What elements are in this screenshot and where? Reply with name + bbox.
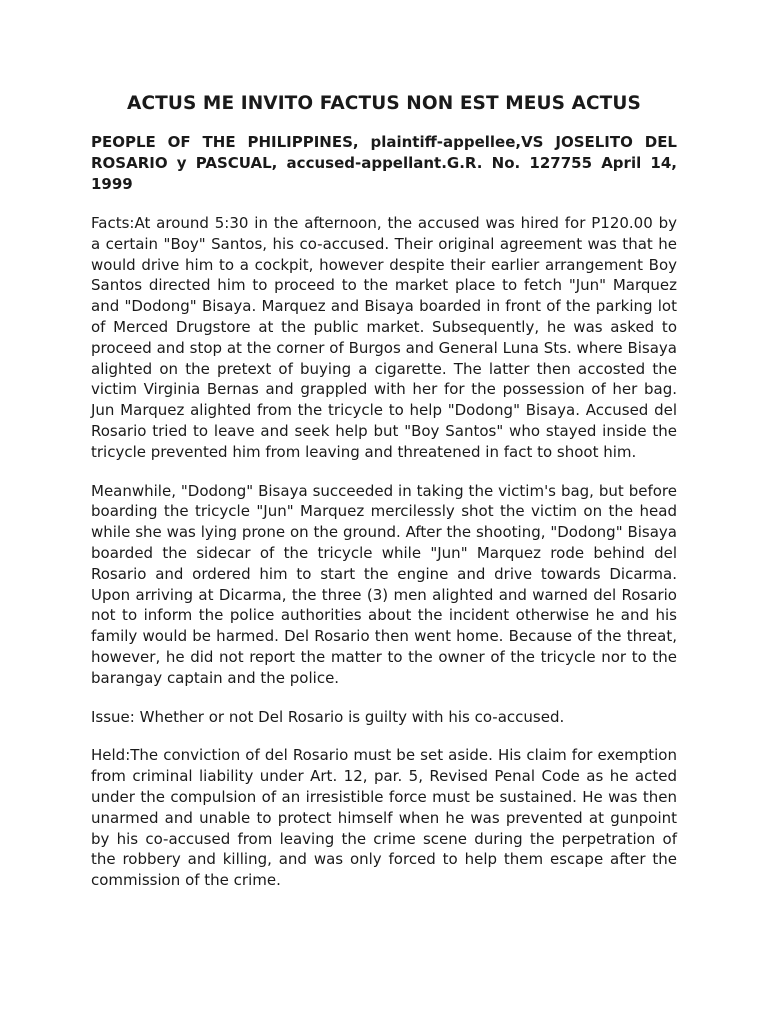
issue-paragraph: Issue: Whether or not Del Rosario is guilty with his co-accused.	[91, 707, 565, 726]
held-paragraph: Held:The conviction of del Rosario must be set aside. His claim for exemption from criminal liability under Art. 12, par. 5, Revised Penal Code as he acted under the compulsion of an irresistible force must be sustained. He was then unarmed and unable to protect himself when he was prevented at gunpoint by his co-accused from leaving the crime scene during the perpetration of the robbery and killing, and was only forced to help them escape after the commission of the crime.	[91, 746, 677, 890]
case-heading: PEOPLE OF THE PHILIPPINES, plaintiff-appellee,VS JOSELITO DEL ROSARIO y PASCUAL, accused-appellant.G.R. No. 127755 April 14, 1999	[91, 133, 677, 193]
document-title: ACTUS ME INVITO FACTUS NON EST MEUS ACTUS	[127, 93, 641, 114]
facts-continued-paragraph: Meanwhile, "Dodong" Bisaya succeeded in taking the victim's bag, but before boarding the tricycle "Jun" Marquez mercilessly shot the victim on the head while she was lying prone on the ground. After the shooting, "Dodong" Bisaya boarded the sidecar of the tricycle while "Jun" Marquez rode behind del Rosario and ordered him to start the engine and drive towards Dicarma. Upon arriving at Dicarma, the three (3) men alighted and warned del Rosario not to inform the police authorities about the incident otherwise he and his family would be harmed. Del Rosario then went home. Because of the threat, however, he did not report the matter to the owner of the tricycle nor to the barangay captain and the police.	[91, 481, 677, 687]
facts-paragraph: Facts:At around 5:30 in the afternoon, the accused was hired for P120.00 by a certain "Boy" Santos, his co-accused. Their original agreement was that he would drive him to a cockpit, however despite their earlier arrangement Boy Santos directed him to proceed to the market place to fetch "Jun" Marquez and "Dodong" Bisaya. Marquez and Bisaya boarded in front of the parking lot of Merced Drugstore at the public market. Subsequently, he was asked to proceed and stop at the corner of Burgos and General Luna Sts. where Bisaya alighted on the pretext of buying a cigarette. The latter then accosted the victim Virginia Bernas and grappled with her for the possession of her bag. Jun Marquez alighted from the tricycle to help "Dodong" Bisaya. Accused del Rosario tried to leave and seek help but "Boy Santos" who stayed inside the tricycle prevented him from leaving and threatened in fact to shoot him.	[91, 214, 677, 461]
document-page	[91, 92, 677, 909]
